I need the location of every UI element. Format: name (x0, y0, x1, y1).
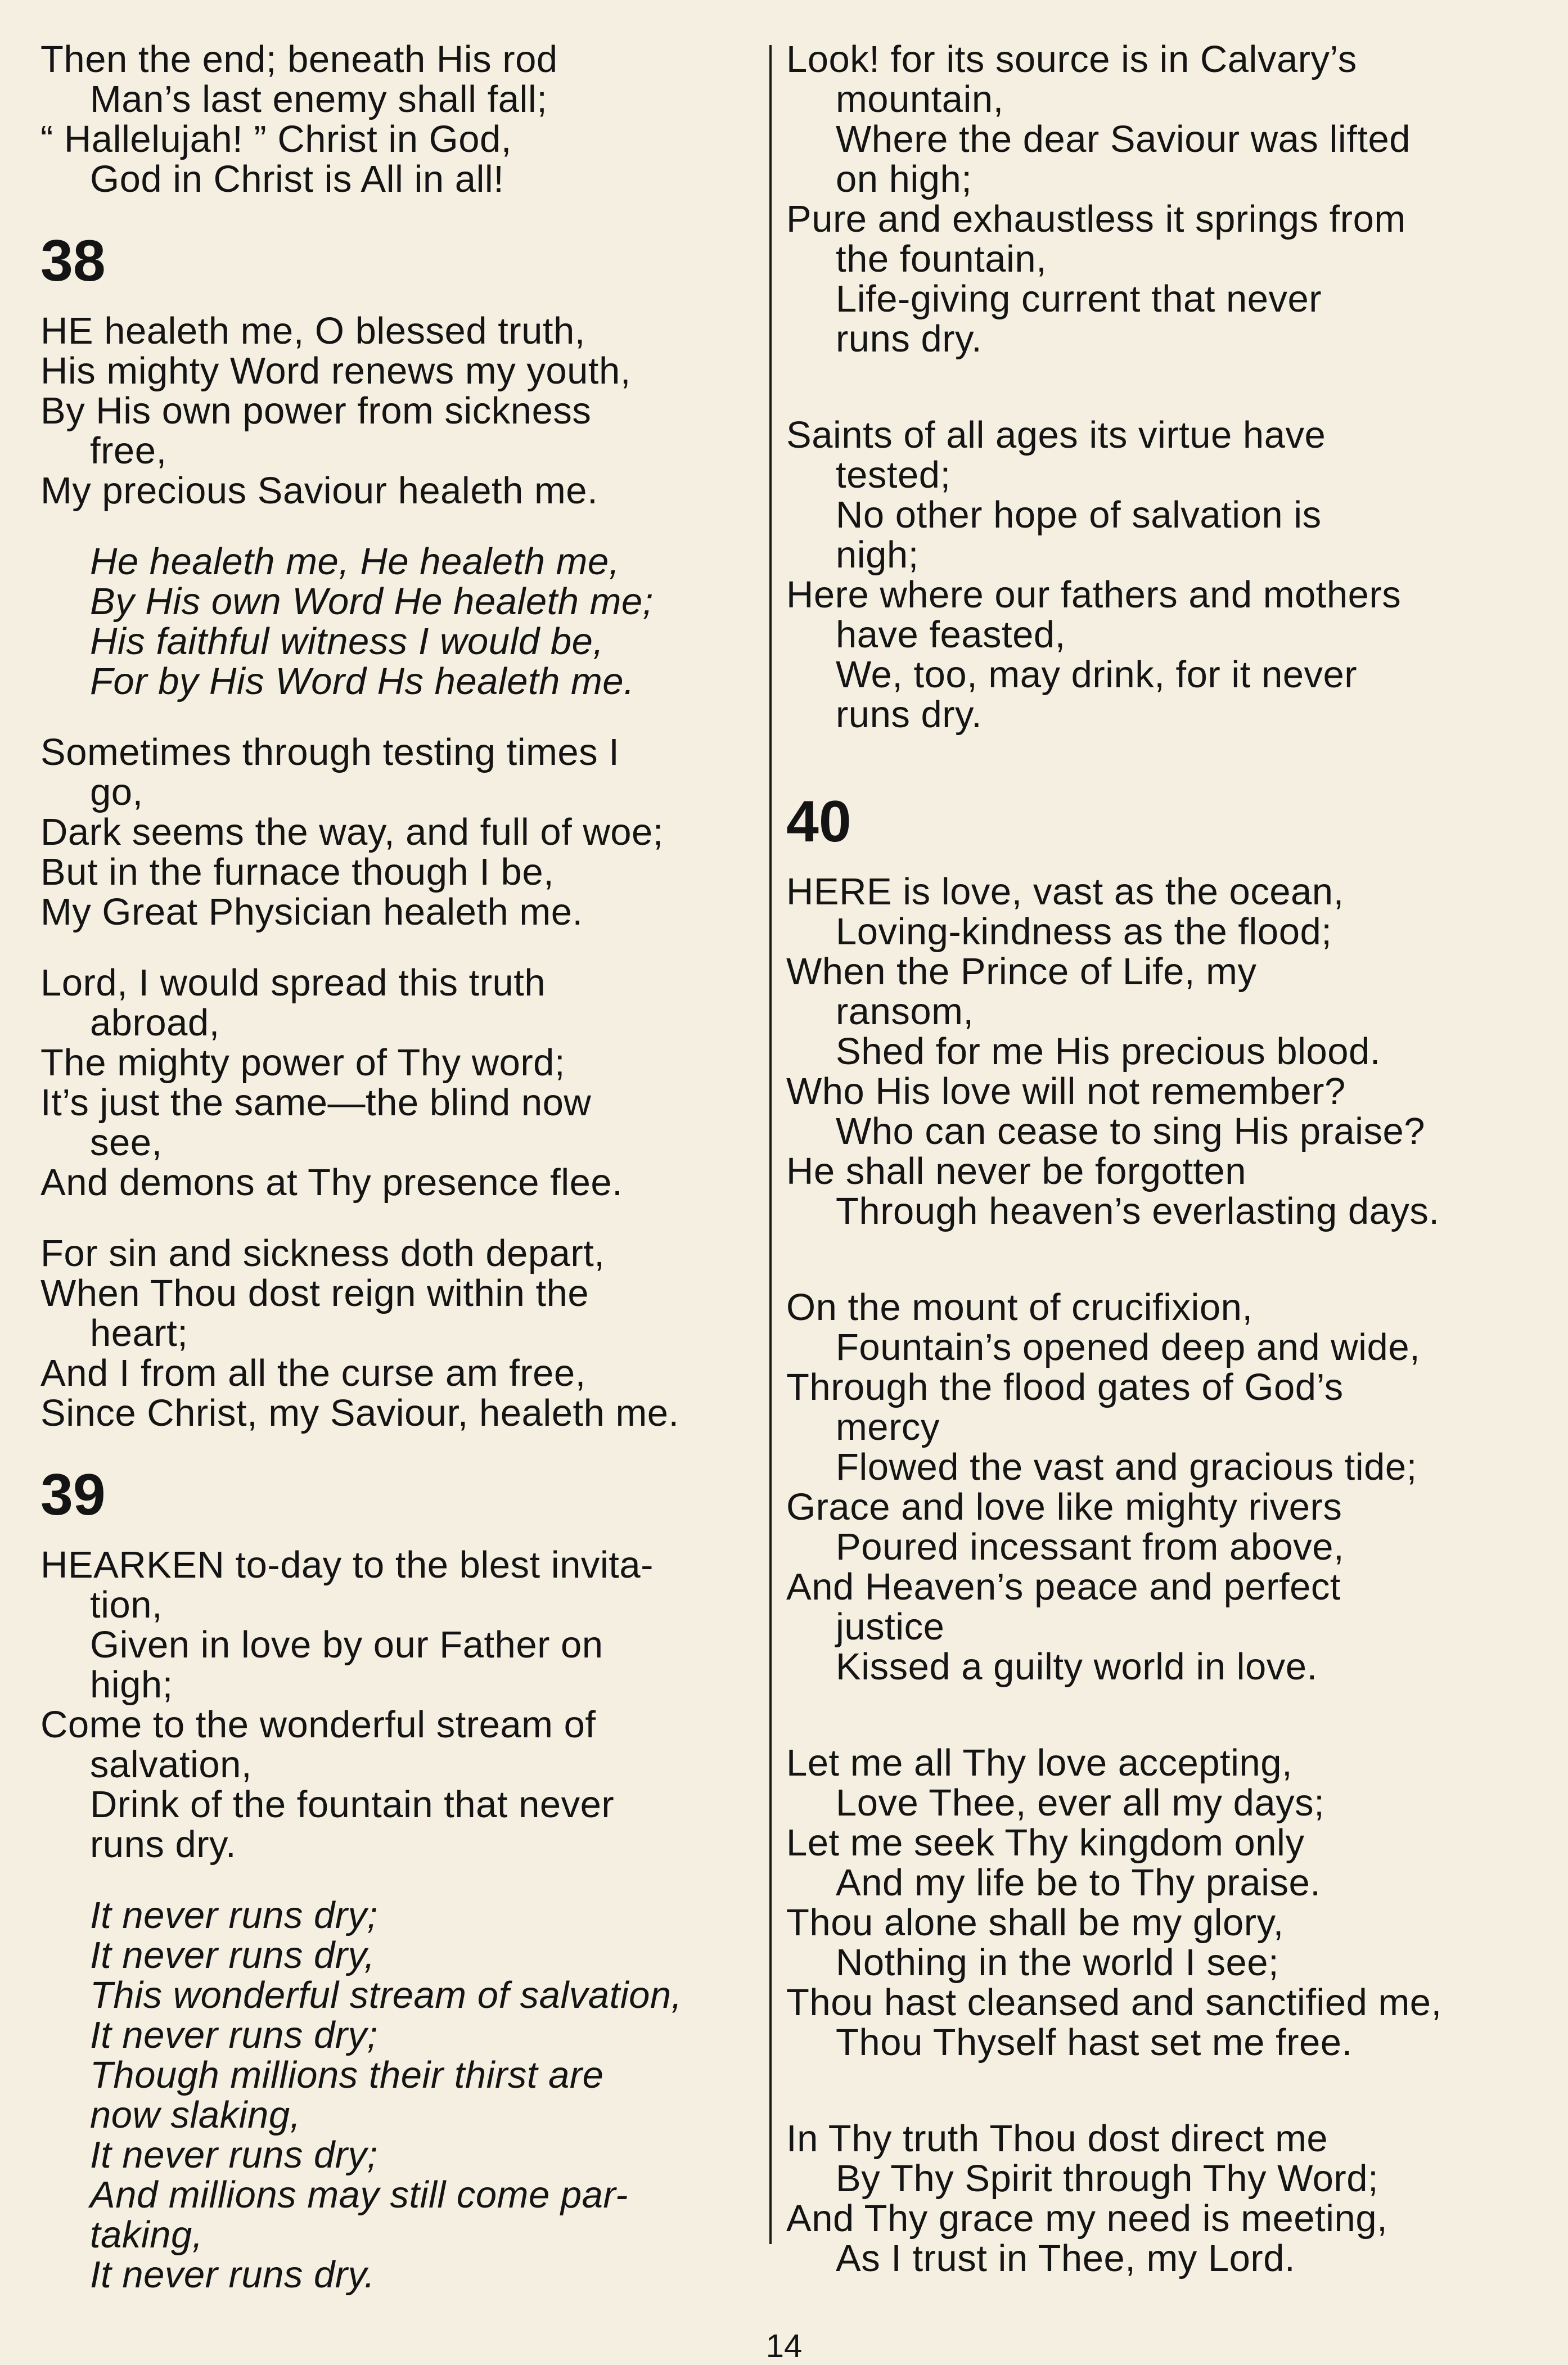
verse-line: abroad, (90, 1002, 220, 1044)
verse-line: It never runs dry, (90, 1934, 375, 1976)
verse-line: heart; (90, 1312, 188, 1354)
verse-line: It never runs dry; (90, 2014, 378, 2056)
verse-line: His mighty Word renews my youth, (40, 350, 631, 392)
verse-line: And my life be to Thy praise. (836, 1862, 1321, 1904)
verse-line: And millions may still come par- (90, 2174, 628, 2216)
verse-line: Where the dear Saviour was lifted (836, 118, 1411, 160)
verse-line: Who His love will not remember? (786, 1070, 1346, 1112)
verse-line: the fountain, (836, 238, 1047, 280)
verse-line: Saints of all ages its virtue have (786, 414, 1326, 456)
verse-line: Through the flood gates of God’s (786, 1366, 1344, 1408)
verse-line: now slaking, (90, 2094, 301, 2136)
verse-line: This wonderful stream of salvation, (90, 1974, 682, 2016)
verse-line: runs dry. (836, 693, 983, 736)
verse-line: go, (90, 771, 143, 813)
right-column (786, 39, 1509, 2335)
hymn-number-40: 40 (786, 789, 851, 854)
verse-line: Then the end; beneath His rod (40, 38, 558, 80)
verse-line: Love Thee, ever all my days; (836, 1782, 1325, 1824)
verse-line: Lord, I would spread this truth (40, 962, 546, 1004)
verse-line: tion, (90, 1584, 163, 1626)
verse-line: taking, (90, 2214, 203, 2256)
verse-line: We, too, may drink, for it never (836, 654, 1358, 696)
verse-line: When Thou dost reign within the (40, 1272, 589, 1314)
verse-line: salvation, (90, 1744, 253, 1786)
verse-line: ransom, (836, 990, 974, 1033)
verse-line: It never runs dry. (90, 2254, 375, 2296)
verse-line: high; (90, 1664, 173, 1706)
verse-line: Poured incessant from above, (836, 1526, 1345, 1568)
verse-line: on high; (836, 158, 972, 200)
hymn-39-continuation (786, 39, 1509, 735)
hymn-39 (40, 1545, 754, 2295)
verse-line: Life-giving current that never (836, 278, 1322, 320)
stanza (40, 311, 754, 511)
verse-line: runs dry. (90, 1823, 237, 1866)
verse-line: By Thy Spirit through Thy Word; (836, 2157, 1379, 2200)
verse-line: free, (90, 430, 167, 472)
verse-line: My precious Saviour healeth me. (40, 470, 598, 512)
verse-line: mercy (836, 1406, 940, 1448)
verse-line: Fountain’s opened deep and wide, (836, 1326, 1421, 1368)
stanza (786, 2119, 1509, 2278)
stanza (40, 1233, 754, 1433)
verse-line: HERE is love, vast as the ocean, (786, 871, 1344, 913)
verse-line: Through heaven’s everlasting days. (836, 1190, 1440, 1232)
verse-line: The mighty power of Thy word; (40, 1042, 566, 1084)
hymn-40 (786, 872, 1509, 2278)
stanza (40, 1895, 754, 2295)
verse-line: And Thy grace my need is meeting, (786, 2197, 1388, 2240)
stanza (786, 872, 1509, 1231)
stanza (40, 963, 754, 1202)
verse-line: On the mount of crucifixion, (786, 1286, 1253, 1328)
page-number: 14 (765, 2328, 803, 2364)
hymn-number-38: 38 (40, 228, 106, 294)
verse-line: He shall never be forgotten (786, 1150, 1246, 1192)
verse-line: Kissed a guilty world in love. (836, 1646, 1318, 1688)
verse-line: Nothing in the world I see; (836, 1941, 1279, 1984)
verse-line: As I trust in Thee, my Lord. (836, 2237, 1296, 2280)
verse-line: He healeth me, He healeth me, (90, 540, 620, 583)
verse-line: Thou Thyself hast set me free. (836, 2021, 1353, 2064)
verse-line: Loving-kindness as the flood; (836, 911, 1332, 953)
verse-line: My Great Physician healeth me. (40, 891, 583, 933)
verse-line: runs dry. (836, 318, 983, 360)
verse-line: God in Christ is All in all! (90, 158, 504, 200)
verse-line: Since Christ, my Saviour, healeth me. (40, 1392, 679, 1434)
verse-line: It never runs dry; (90, 2134, 378, 2176)
verse-line: It never runs dry; (90, 1894, 378, 1936)
verse-line: In Thy truth Thou dost direct me (786, 2118, 1328, 2160)
verse-line: Though millions their thirst are (90, 2054, 604, 2096)
verse-line: have feasted, (836, 614, 1066, 656)
left-column (40, 39, 754, 2326)
verse-line: justice (836, 1606, 945, 1648)
verse-line: Let me all Thy love accepting, (786, 1742, 1293, 1784)
verse-line: And I from all the curse am free, (40, 1352, 586, 1394)
stanza (40, 542, 754, 701)
verse-line: Flowed the vast and gracious tide; (836, 1446, 1417, 1488)
verse-line: For sin and sickness doth depart, (40, 1232, 605, 1274)
stanza (786, 1287, 1509, 1687)
verse-line: Thou alone shall be my glory, (786, 1902, 1284, 1944)
verse-line: Pure and exhaustless it springs from (786, 198, 1406, 240)
verse-line: No other hope of salvation is (836, 494, 1322, 536)
verse-line: Look! for its source is in Calvary’s (786, 38, 1357, 80)
verse-line: By His own Word He healeth me; (90, 580, 654, 623)
verse-line: It’s just the same—the blind now (40, 1082, 592, 1124)
verse-line: see, (90, 1121, 163, 1164)
verse-line: mountain, (836, 78, 1004, 120)
stanza (40, 1545, 754, 1864)
stanza (40, 732, 754, 932)
verse-line: But in the furnace though I be, (40, 851, 555, 893)
verse-line: Here where our fathers and mothers (786, 574, 1402, 616)
hymn-38 (40, 311, 754, 1433)
verse-line: Shed for me His precious blood. (836, 1030, 1381, 1073)
verse-line: And Heaven’s peace and perfect (786, 1566, 1341, 1608)
verse-line: nigh; (836, 534, 919, 576)
stanza (786, 39, 1509, 359)
verse-line: tested; (836, 454, 951, 496)
stanza (786, 415, 1509, 735)
verse-line: His faithful witness I would be, (90, 620, 604, 663)
hymn-number-39: 39 (40, 1462, 106, 1528)
verse-line: Come to the wonderful stream of (40, 1704, 596, 1746)
verse-line: For by His Word Hs healeth me. (90, 660, 635, 702)
verse-line: “ Hallelujah! ” Christ in God, (40, 118, 512, 160)
verse-line: Let me seek Thy kingdom only (786, 1822, 1305, 1864)
verse-line: HE healeth me, O blessed truth, (40, 310, 585, 352)
verse-line: Dark seems the way, and full of woe; (40, 811, 664, 853)
verse-line: Grace and love like mighty rivers (786, 1486, 1342, 1528)
verse-line: Sometimes through testing times I (40, 731, 620, 773)
stanza (786, 1743, 1509, 2062)
verse-line: Man’s last enemy shall fall; (90, 78, 548, 120)
verse-line: HEARKEN to-day to the blest invita- (40, 1544, 654, 1586)
verse-line: Thou hast cleansed and sanctified me, (786, 1981, 1442, 2024)
verse-line: Who can cease to sing His praise? (836, 1110, 1426, 1152)
verse-line: Given in love by our Father on (90, 1624, 603, 1666)
verse-line: Drink of the fountain that never (90, 1783, 615, 1826)
verse-line: By His own power from sickness (40, 390, 592, 432)
verse-line: And demons at Thy presence flee. (40, 1161, 623, 1204)
continuation-stanza (40, 39, 754, 199)
verse-line: When the Prince of Life, my (786, 950, 1257, 993)
column-divider (769, 45, 772, 2244)
